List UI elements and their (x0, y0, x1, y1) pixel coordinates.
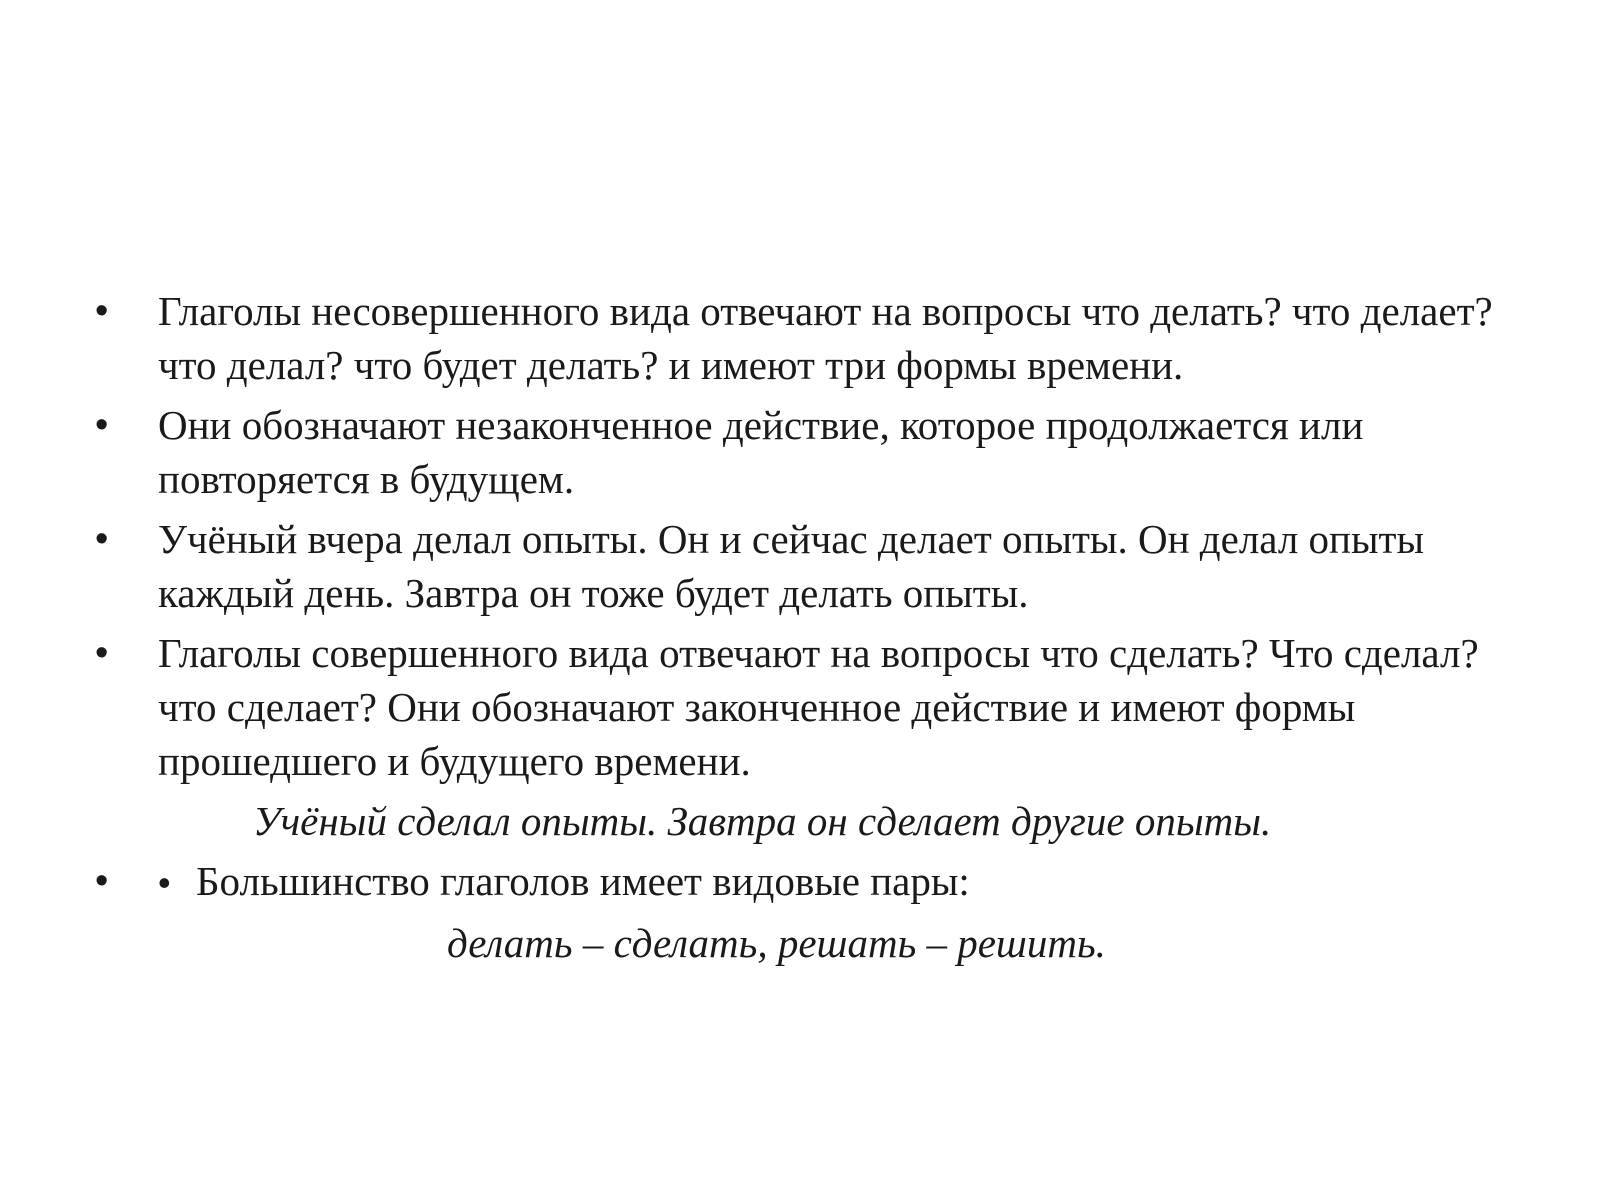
aspect-pairs-example: делать – сделать, решать – решить. (447, 920, 1106, 966)
list-item-3 (95, 512, 1505, 620)
list-item-text: Большинство глаголов имеет видовые пары: (196, 858, 970, 904)
list-item-text: Учёный вчера делал опыты. Он и сейчас делает опыты. Он делал опыты каждый день. Завтра он тоже будет делать опыты. (158, 516, 1424, 616)
list-item-5 (95, 854, 1505, 910)
list-item-2 (95, 398, 1505, 506)
bullet-icon: • (95, 290, 109, 332)
bullet-icon: • (95, 632, 109, 674)
list-item-text: Глаголы совершенного вида отвечают на вопросы что сделать? Что сделал? что сделает? Они обозначают законченное действие и имеют формы прошедшего и будущего времени. (158, 630, 1479, 784)
bullet-icon: • (95, 518, 109, 560)
bullet-icon: • (95, 860, 109, 902)
bullet-list (95, 284, 1505, 976)
list-item-1 (95, 284, 1505, 392)
example-sentence: Учёный сделал опыты. Завтра он сделает другие опыты. (253, 798, 1272, 844)
inner-bullet-icon: • (158, 862, 171, 903)
bullet-icon: • (95, 404, 109, 446)
list-item-text: Глаголы несовершенного вида отвечают на вопросы что делать? что делает? что делал? что будет делать? и имеют три формы времени. (158, 288, 1493, 388)
list-item-text: Они обозначают незаконченное действие, которое продолжается или повторяется в будущем. (158, 402, 1364, 502)
list-item-4 (95, 626, 1505, 788)
